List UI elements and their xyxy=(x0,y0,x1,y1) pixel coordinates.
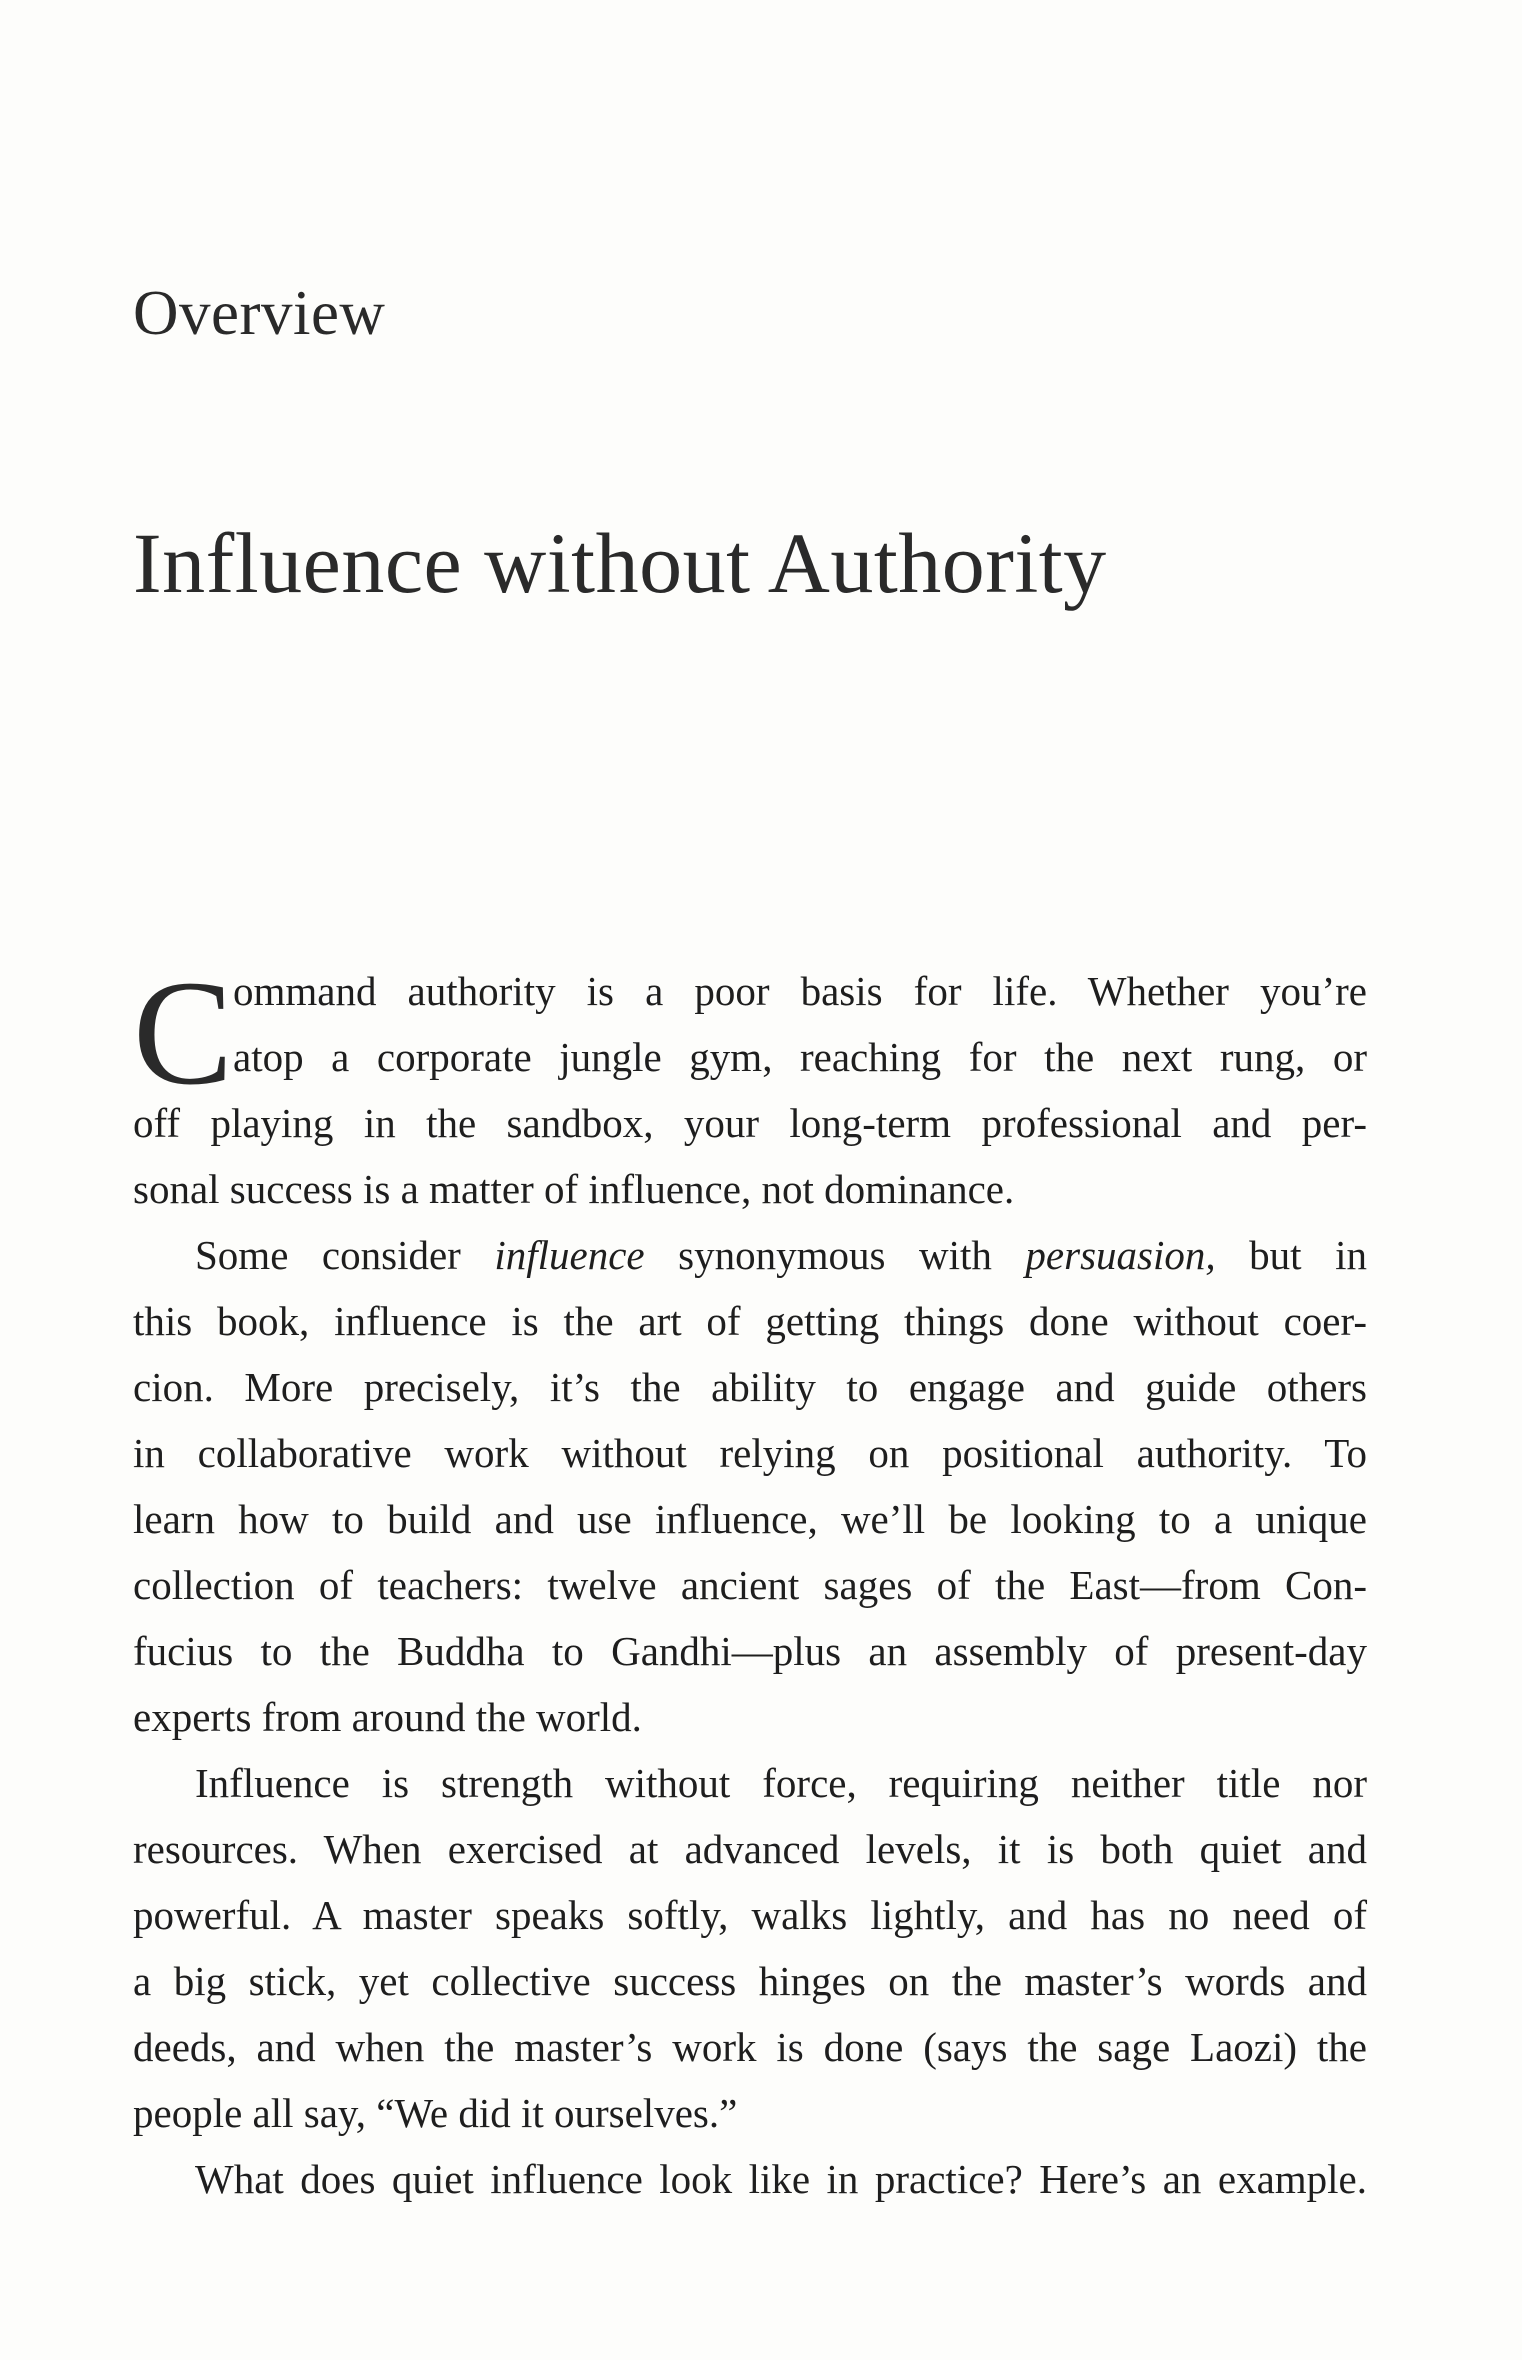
text-line: Influence is strength without force, requiring neither title nor xyxy=(195,1760,1367,1806)
text-line: this book, influence is the art of getting things done without coer- xyxy=(133,1298,1367,1344)
text-line: ommand authority is a poor basis for life. Whether you’re xyxy=(233,968,1367,1014)
text-line: cion. More precisely, it’s the ability to engage and guide others xyxy=(133,1364,1367,1410)
body-text xyxy=(133,950,1367,2212)
text-line: a big stick, yet collective success hinges on the master’s words and xyxy=(133,1958,1367,2004)
text-run: synonymous with xyxy=(644,1232,1026,1278)
text-run: Some consider xyxy=(195,1232,495,1278)
text-line: What does quiet influence look like in practice? Here’s an example. xyxy=(195,2156,1367,2202)
drop-cap: C xyxy=(133,950,234,1116)
paragraph-4 xyxy=(133,2146,1367,2212)
emphasis-influence: influence xyxy=(494,1232,645,1278)
text-line: atop a corporate jungle gym, reaching for the next rung, or xyxy=(233,1034,1367,1080)
text-line: resources. When exercised at advanced levels, it is both quiet and xyxy=(133,1826,1367,1872)
text-line: experts from around the world. xyxy=(133,1694,642,1740)
text-line: powerful. A master speaks softly, walks lightly, and has no need of xyxy=(133,1892,1367,1938)
text-line: collection of teachers: twelve ancient sages of the East—from Con- xyxy=(133,1562,1367,1608)
text-line: fucius to the Buddha to Gandhi—plus an assembly of present-day xyxy=(133,1628,1367,1674)
text-line: deeds, and when the master’s work is done (says the sage Laozi) the xyxy=(133,2024,1367,2070)
section-label: Overview xyxy=(133,278,386,348)
text-line: sonal success is a matter of influence, not dominance. xyxy=(133,1166,1015,1212)
emphasis-persuasion: persuasion, xyxy=(1025,1232,1216,1278)
text-run: but in xyxy=(1215,1232,1367,1278)
text-line: off playing in the sandbox, your long-term professional and per- xyxy=(133,1100,1367,1146)
paragraph-1 xyxy=(133,950,1367,1222)
text-line xyxy=(133,1222,1367,1288)
paragraph-2 xyxy=(133,1222,1367,1750)
text-line: people all say, “We did it ourselves.” xyxy=(133,2090,738,2136)
paragraph-3 xyxy=(133,1750,1367,2146)
text-line: in collaborative work without relying on positional authority. To xyxy=(133,1430,1367,1476)
chapter-title: Influence without Authority xyxy=(133,515,1107,611)
text-line: learn how to build and use influence, we’ll be looking to a unique xyxy=(133,1496,1367,1542)
